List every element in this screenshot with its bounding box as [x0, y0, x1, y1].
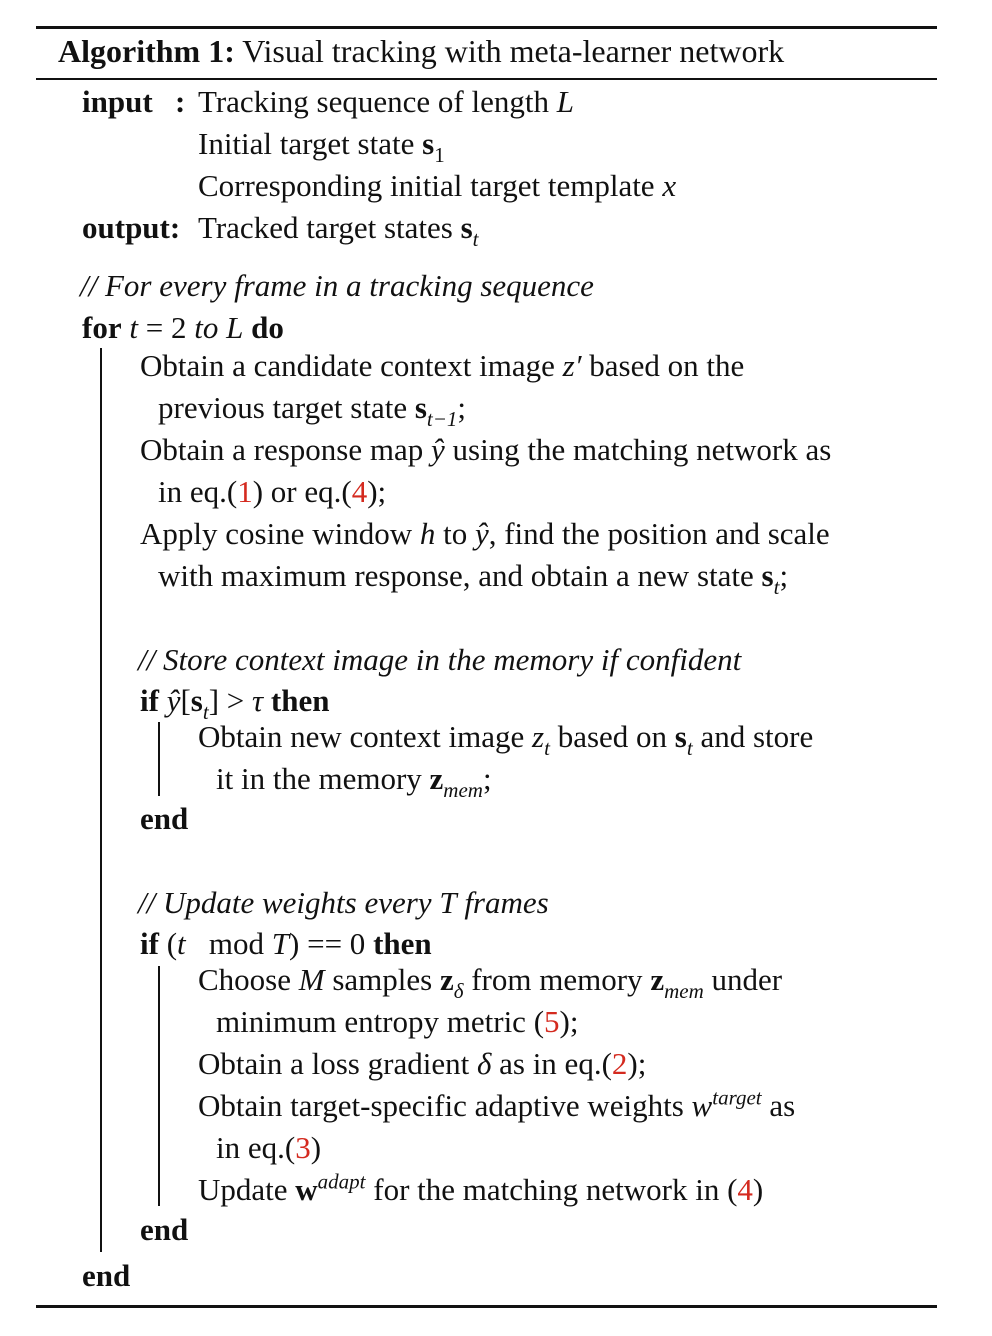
output-line: [82, 208, 180, 248]
step-candidate-1: Obtain a candidate context image z′ based on the: [140, 348, 745, 383]
if-update-line: if (t mod T) == 0 then: [140, 926, 432, 961]
comment-for-every-frame: // For every frame in a tracking sequence: [80, 268, 594, 303]
step-loss-gradient: Obtain a loss gradient δ as in eq.(2);: [198, 1046, 647, 1081]
step-choose-1: Choose M samples $z_\delta$ from memory $z_{mem}$ under: [198, 962, 783, 1004]
if-confident-line: if $ŷ[s_t] > \tau$ then: [140, 683, 330, 725]
end-for: end: [82, 1258, 131, 1293]
algorithm-label: Algorithm 1:: [58, 33, 235, 69]
top-rule: [36, 26, 937, 29]
comment-store-context: // Store context image in the memory if confident: [138, 642, 742, 677]
step-response-1: Obtain a response map ŷ using the matching network as: [140, 432, 832, 467]
ref-eq-4b[interactable]: 4: [737, 1172, 753, 1207]
ref-eq-2[interactable]: 2: [611, 1046, 628, 1081]
math-L: L: [556, 84, 574, 119]
bottom-rule: [36, 1305, 937, 1308]
comment-update-weights: // Update weights every T frames: [138, 885, 549, 920]
step-response-2: in eq.(1) or eq.(4);: [158, 474, 387, 509]
math-st: s: [460, 210, 473, 245]
input-colon: :: [175, 84, 186, 119]
ref-eq-5[interactable]: 5: [544, 1004, 560, 1039]
step-choose-2: minimum entropy metric (5);: [216, 1004, 579, 1039]
title-rule: [36, 78, 937, 80]
output-text: Tracked target states $s_t$: [198, 210, 479, 252]
algorithm-title-text: Visual tracking with meta-learner network: [242, 33, 785, 69]
step-store-2: it in the memory $z_{mem}$;: [216, 761, 492, 803]
input-line-1: [82, 82, 186, 122]
algorithm-title: [58, 31, 784, 71]
input-keyword: input: [82, 84, 153, 119]
input-text-1: Tracking sequence of length L: [198, 84, 574, 119]
step-candidate-2: previous target state $s_{t-1}$;: [158, 390, 467, 432]
for-block-bar: [100, 348, 102, 1252]
math-s1: s: [422, 126, 435, 161]
if-confident-bar: [158, 722, 160, 796]
math-x: x: [662, 168, 677, 203]
step-cosine-1: Apply cosine window h to ŷ, find the position and scale: [140, 516, 830, 551]
step-adaptive-2: in eq.(3): [216, 1130, 322, 1165]
ref-eq-4[interactable]: 4: [351, 474, 368, 509]
end-if-confident: end: [140, 801, 189, 836]
step-store-1: Obtain new context image $z_t$ based on $s_t$ and store: [198, 719, 814, 761]
output-keyword: output:: [82, 210, 181, 245]
input-text-3: Corresponding initial target template x: [198, 168, 677, 203]
ref-eq-1[interactable]: 1: [237, 474, 253, 509]
step-update-w: Update $w^{adapt}$ for the matching network in (4): [198, 1169, 764, 1207]
step-adaptive-1: Obtain target-specific adaptive weights $w^{target}$ as: [198, 1085, 796, 1123]
input-text-2: Initial target state $s_1$: [198, 126, 445, 168]
for-line: for t = 2 to L do: [82, 310, 284, 345]
step-cosine-2: with maximum response, and obtain a new state $s_t$;: [158, 558, 789, 600]
end-if-update: end: [140, 1212, 189, 1247]
ref-eq-3[interactable]: 3: [295, 1130, 311, 1165]
if-update-bar: [158, 966, 160, 1206]
